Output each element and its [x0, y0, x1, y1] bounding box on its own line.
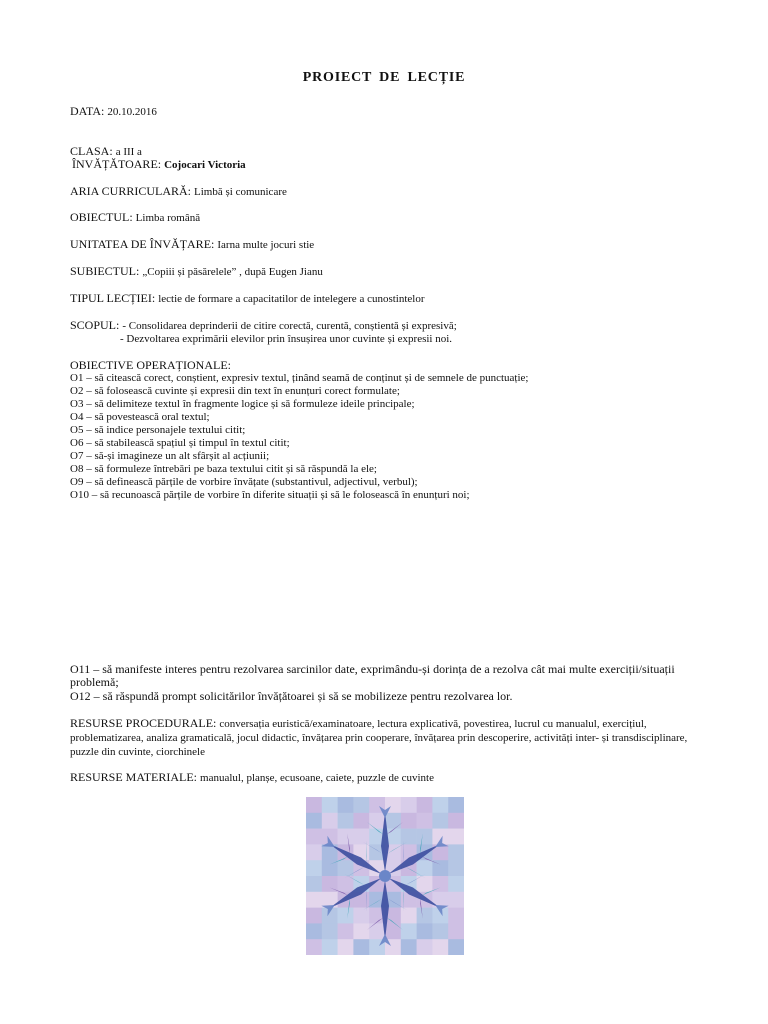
date-label: DATA: [70, 104, 105, 118]
learning-unit-label: UNITATEA DE ÎNVĂȚARE: [70, 237, 215, 251]
objective-o11: O11 – să manifeste interes pentru rezolvarea sarcinilor date, exprimându-și dorința de a rezolva cât mai multe exerciții/situații problemă; [70, 662, 675, 689]
material-resources-value: manualul, planșe, ecusoane, caiete, puzzle de cuvinte [200, 772, 434, 784]
curricular-area-value: Limbă și comunicare [194, 186, 287, 198]
objective-item: O5 – să indice personajele textului citit; [70, 424, 246, 436]
page-title: PROIECT DE LECȚIE [302, 70, 466, 85]
class-value: a III a [115, 146, 142, 158]
learning-unit-value: Iarna multe jocuri stie [217, 239, 315, 251]
objectives-heading: OBIECTIVE OPERAȚIONALE: [70, 358, 231, 372]
curricular-area-label: ARIA CURRICULARĂ: [70, 184, 192, 198]
procedural-resources-label: RESURSE PROCEDURALE: [70, 716, 217, 730]
objective-item: O1 – să citească corect, conștient, expresiv textul, ținând seamă de conținut și de semnele de punctuație; [70, 372, 529, 384]
scope-label: SCOPUL: [70, 318, 120, 332]
topic-label: SUBIECTUL: [70, 264, 140, 278]
curricular-area-row [70, 185, 710, 199]
learning-unit-row [70, 238, 710, 252]
subject-matter-row [70, 211, 710, 225]
class-label: CLASA: [70, 144, 113, 158]
objective-item: O4 – să povestească oral textul; [70, 411, 210, 423]
objective-item: O7 – să-și imagineze un alt sfârșit al acțiunii; [70, 450, 270, 462]
objective-item: O8 – să formuleze întrebări pe baza textului citit și să răspundă la ele; [70, 463, 377, 475]
scope-line-1: - Consolidarea deprinderii de citire corectă, curentă, conștientă și expresivă; [122, 320, 457, 332]
lesson-type-label: TIPUL LECȚIEI: [70, 291, 156, 305]
scope-line-2: - Dezvoltarea exprimării elevilor prin însușirea unor cuvinte și expresii noi. [120, 333, 453, 345]
lesson-type-row [70, 292, 710, 306]
objective-item: O6 – să stabilească spațiul și timpul în textul citit; [70, 437, 290, 449]
topic-row [70, 265, 710, 279]
objectives-list [70, 372, 710, 502]
material-resources-row [70, 771, 710, 785]
objective-item: O2 – să folosească cuvinte și expresii din text în enunțuri corect formulate; [70, 385, 400, 397]
material-resources-label: RESURSE MATERIALE: [70, 770, 198, 784]
date-row [70, 105, 710, 119]
topic-value: „Copiii și păsărelele” , după Eugen Jianu [142, 266, 323, 278]
subject-matter-value: Limba română [135, 212, 201, 224]
teacher-label: ÎNVĂȚĂTOARE: [72, 157, 162, 171]
subject-matter-label: OBIECTUL: [70, 210, 133, 224]
procedural-resources [70, 717, 690, 759]
class-row [70, 145, 710, 159]
objectives-block [70, 359, 710, 502]
snowflake-quilt-image [306, 797, 464, 955]
scope-block [70, 319, 710, 346]
teacher-row [72, 158, 712, 172]
date-value: 20.10.2016 [107, 106, 157, 118]
procedural-resources-value: conversația euristică/examinatoare, lectura explicativă, povestirea, lucrul cu manualul, exercițiul, problematizarea, analiza gramaticală, jocul didactic, învățarea prin cooperare, învățarea prin descoperire, activități inter- și transdisciplinare, puzzle din cuvinte, ciorchinele [70, 718, 688, 758]
lesson-type-value: lectie de formare a capacitatilor de intelegere a cunostintelor [158, 293, 425, 305]
teacher-value: Cojocari Victoria [164, 159, 246, 171]
objective-item: O10 – să recunoască părțile de vorbire în diferite situații și să le folosească în enunțuri noi; [70, 489, 470, 501]
objective-o12: O12 – să răspundă prompt solicitărilor învățătoarei și să se mobilizeze pentru rezolvarea lor. [70, 689, 513, 703]
objective-item: O9 – să definească părțile de vorbire învățate (substantivul, adjectivul, verbul); [70, 476, 418, 488]
objective-item: O3 – să delimiteze textul în fragmente logice și să formuleze ideile principale; [70, 398, 415, 410]
